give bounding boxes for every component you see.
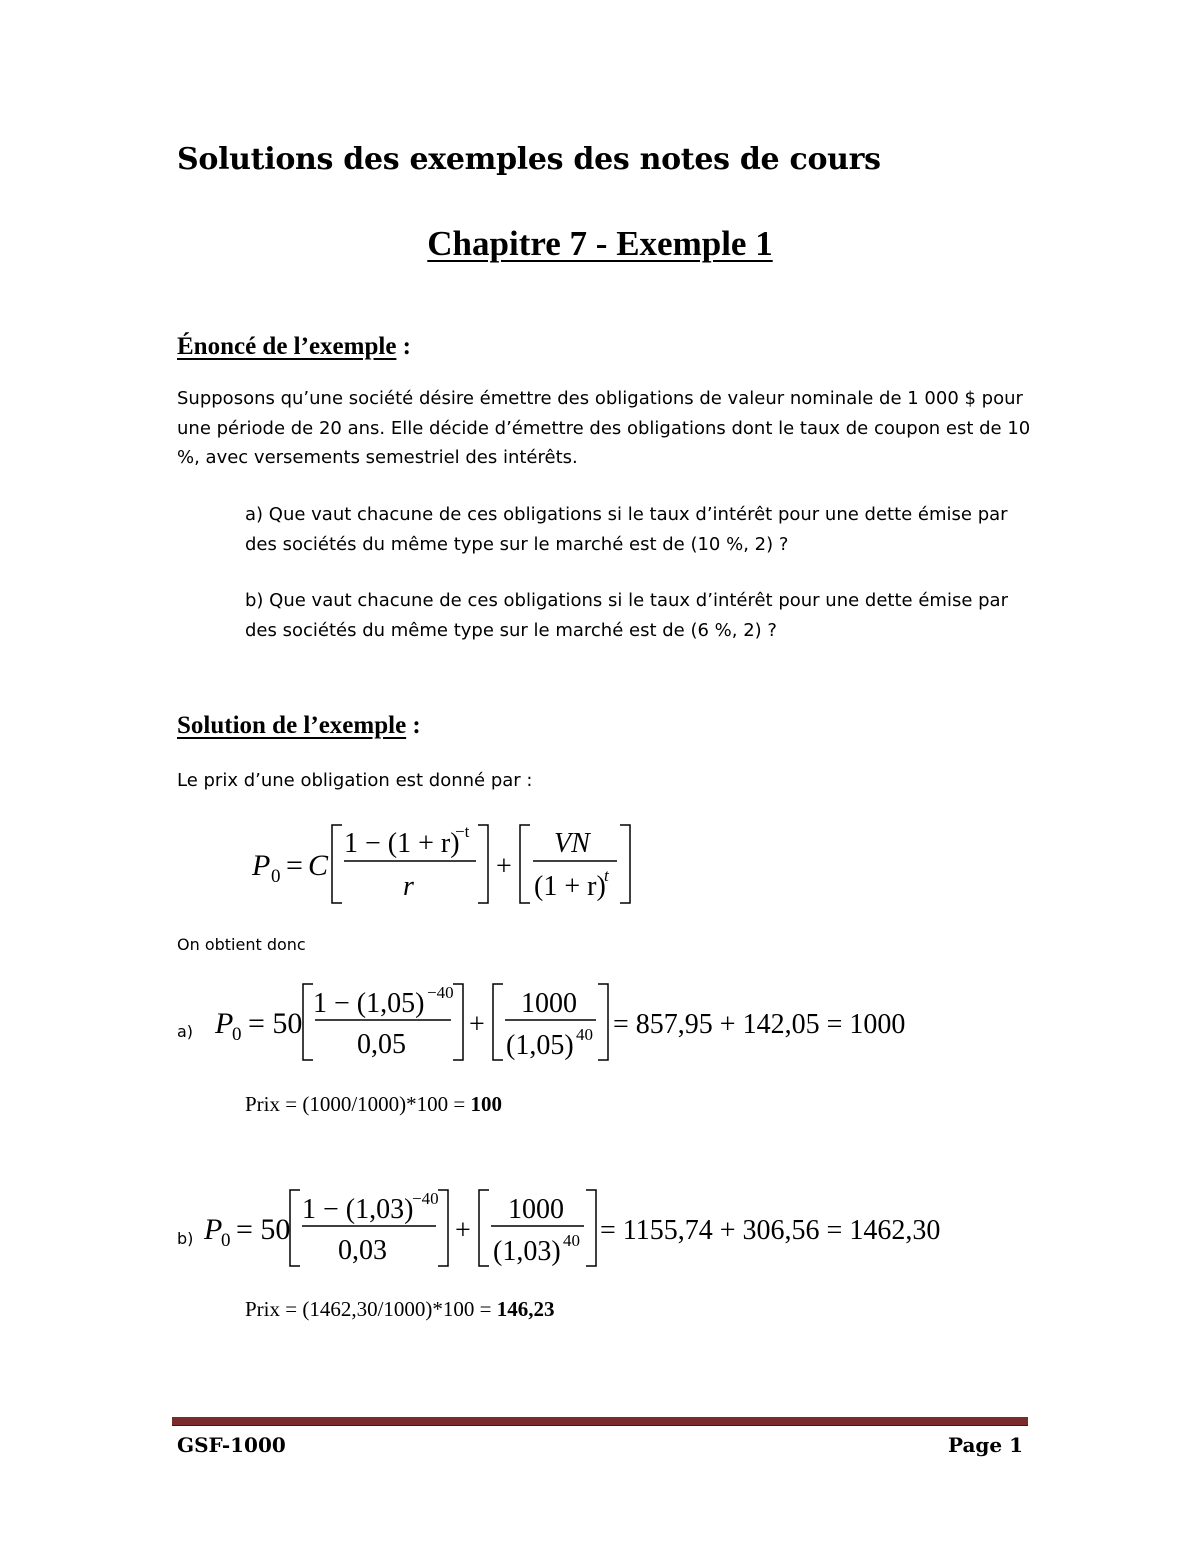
part-a-price-text: Prix = (1000/1000)*100 = (245, 1092, 471, 1116)
part-b-den2: (1,03) (493, 1236, 561, 1267)
part-a-eq: = 50 (248, 1007, 303, 1040)
part-a-plus: + (469, 1009, 485, 1040)
formula-p: P (252, 849, 271, 882)
part-b-formula (198, 1184, 958, 1276)
part-a-bracket-right-1 (453, 984, 463, 1060)
part-b-p: P (204, 1213, 223, 1246)
part-b-den2-exp: 40 (563, 1231, 580, 1250)
formula-bracket-left-2 (520, 825, 530, 903)
general-formula (240, 815, 660, 915)
formula-c: C (308, 849, 329, 882)
statement-heading-colon: : (396, 333, 411, 360)
part-a-bracket-right-2 (598, 984, 608, 1060)
part-b-price (245, 1297, 555, 1322)
part-b-num2: 1000 (508, 1194, 564, 1225)
part-b-den1: 0,03 (338, 1235, 387, 1266)
formula-num1-exp: −t (455, 822, 470, 841)
statement-heading-text: Énoncé de l’exemple (177, 333, 397, 360)
part-a-bracket-left-1 (303, 984, 313, 1060)
part-a-den1: 0,05 (357, 1029, 406, 1060)
part-b-num1: 1 − (1,03) (302, 1194, 414, 1225)
part-a-price (245, 1092, 502, 1117)
solution-heading (177, 712, 421, 740)
part-b-bracket-left-2 (479, 1190, 489, 1266)
formula-bracket-right-1 (478, 825, 488, 903)
footer-course-code: GSF-1000 (177, 1433, 286, 1457)
formula-plus: + (496, 851, 512, 882)
formula-eq: = (286, 849, 303, 882)
formula-p-sub: 0 (271, 866, 281, 887)
part-b-label: b) (177, 1229, 194, 1248)
solution-heading-colon: : (406, 712, 421, 739)
part-a-price-value: 100 (470, 1092, 503, 1116)
part-a-result: = 857,95 + 142,05 = 1000 (613, 1009, 906, 1040)
solution-intro: Le prix d’une obligation est donné par : (177, 770, 533, 791)
question-b: b) Que vaut chacune de ces obligations si le taux d’intérêt pour une dette émise par des sociétés du même type sur le marché est de (6 %, 2) ? (245, 590, 1008, 641)
formula-num2: VN (554, 828, 590, 859)
document-title: Solutions des exemples des notes de cours (177, 142, 881, 177)
part-b-price-value: 146,23 (496, 1297, 555, 1321)
part-b-bracket-right-1 (438, 1190, 448, 1266)
part-b-bracket-right-2 (586, 1190, 596, 1266)
part-b-plus: + (455, 1215, 471, 1246)
part-a-num1: 1 − (1,05) (313, 988, 425, 1019)
part-b-num1-exp: −40 (412, 1189, 439, 1208)
solution-heading-text: Solution de l’exemple (177, 712, 407, 739)
footer-rule (172, 1417, 1028, 1426)
chapter-heading (0, 224, 1200, 264)
part-b-p-sub: 0 (221, 1230, 231, 1251)
part-a-den2: (1,05) (506, 1030, 574, 1061)
part-a-label: a) (177, 1022, 194, 1041)
statement-heading (177, 333, 411, 361)
formula-bracket-left-1 (332, 825, 342, 903)
formula-den2-exp: t (604, 866, 609, 885)
formula-bracket-right-2 (620, 825, 630, 903)
part-b-price-text: Prix = (1462,30/1000)*100 = (245, 1297, 497, 1321)
part-a-p-sub: 0 (232, 1024, 242, 1045)
footer-page-number: Page 1 (947, 1433, 1023, 1457)
part-b-result: = 1155,74 + 306,56 = 1462,30 (600, 1215, 941, 1246)
formula-den1: r (403, 871, 414, 902)
part-a-num1-exp: −40 (427, 983, 454, 1002)
statement-paragraph: Supposons qu’une société désire émettre des obligations de valeur nominale de 1 000 $ pour une période de 20 ans. Elle décide d’émettre des obligations dont le taux de coupon est de 10 %, avec versements semestriel des intérêts. (177, 388, 1031, 468)
part-a-den2-exp: 40 (576, 1025, 593, 1044)
formula-den2: (1 + r) (534, 871, 606, 902)
part-a-num2: 1000 (521, 988, 577, 1019)
formula-num1: 1 − (1 + r) (344, 828, 460, 859)
chapter-heading-text: Chapitre 7 - Exemple 1 (427, 224, 773, 263)
part-a-p: P (215, 1007, 234, 1040)
part-a-bracket-left-2 (493, 984, 503, 1060)
part-b-bracket-left-1 (290, 1190, 300, 1266)
part-a-formula (205, 978, 925, 1070)
question-a: a) Que vaut chacune de ces obligations si le taux d’intérêt pour une dette émise par des sociétés du même type sur le marché est de (10 %, 2) ? (245, 504, 1008, 555)
part-b-eq: = 50 (236, 1213, 291, 1246)
solution-transition: On obtient donc (177, 935, 306, 954)
